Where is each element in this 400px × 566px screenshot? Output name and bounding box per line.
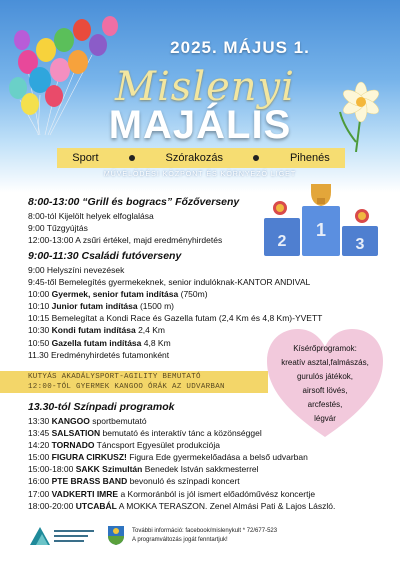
bullet-dot [129,155,135,161]
stage-programs-section [28,401,335,512]
schedule-line: 14:20 TORNADO Táncsport Egyesület produkciója [28,440,220,451]
side-program-item: kreatív asztal,falmászás, [281,358,369,367]
schedule-line: 10:10 Junior futam indítása (1500 m) [28,301,174,312]
agility-banner [0,371,268,393]
footer-contact: További információ: facebook/mislenykult * 72/677-523 [132,528,278,534]
footer-disclaimer: A programváltozás jogát fenntartjuk! [132,537,228,543]
tagline-rest: Pihenés [289,152,330,164]
svg-text:3: 3 [355,236,365,253]
schedule-line: 10:30 Kondi futam indítása 2,4 Km [28,325,165,336]
section-heading: 8:00-13:00 “Grill és bogracs” Főzőverseny [28,196,240,208]
side-programs-title: Kísérőprogramok: [293,344,357,353]
schedule-line: 18:00-20:00 UTCABÁL A MOKKA TERASZON. Zenel Almási Pati & Lajos László. [28,500,336,511]
footer-info [132,527,277,545]
schedule-line: 8:00-tól Kijelölt helyek elfoglalása [28,211,154,221]
section-heading: 9:00-11:30 Családi futóverseny [28,250,182,262]
side-program-item: légvár [314,414,336,423]
schedule-line: 9:00 Helyszíni nevezések [28,265,125,275]
section-heading: 13.30-tól Színpadi programok [28,401,175,413]
venue-line: MŰVELŐDÉSI KÖZPONT ÉS KÖRNYEZŐ LIGET [103,171,297,178]
banner-line: 12:00-TÓL GYERMEK KANGOO ÓRÁK AZ UDVARBAN [28,383,225,391]
schedule-line: 10:15 Bemelegítat a Kondi Race és Gazella futam (2,4 Km és 4,8 Km)-YVETT [28,313,323,324]
bullet-dot [253,155,259,161]
schedule-line: 10:00 Gyermek, senior futam indítása (750m) [28,289,208,300]
svg-text:2: 2 [277,233,287,250]
side-program-item: airsoft lövés, [302,386,348,395]
town-coat-of-arms-icon [106,524,126,546]
schedule-line: 16:00 PTE BRASS BAND bevonuló és színpadi koncert [28,476,240,487]
schedule-line: 9:00 Tűzgyújtás [28,223,88,234]
cultural-center-logo [28,525,96,547]
banner-line: KUTYÁS AKADÁLYSPORT-AGILITY BEMUTATÓ [28,373,201,381]
event-date: 2025. MÁJUS 1. [170,38,310,57]
schedule-line: 11.30 Eredményhirdetés futamonként [28,349,170,360]
tagline-bar [57,148,345,168]
schedule-line: 10:50 Gazella futam indítása 4,8 Km [28,337,171,348]
cooking-contest-section [28,196,239,246]
tagline-fun: Szórakozás [165,152,223,164]
side-program-item: arcfestés, [307,400,343,409]
title-script: Mislenyi [115,64,295,110]
title-main: MAJÁLIS [108,103,292,147]
svg-text:1: 1 [315,220,327,240]
schedule-line: 13:45 SALSATION bemutató és interaktív tánc a közönséggel [28,428,262,439]
trophy-podium-icon [262,178,382,260]
side-program-item: gurulós játékok, [296,372,354,381]
schedule-line: 15:00-18:00 SAKK Szimultán Benedek István sakkmesterrel [28,464,259,475]
schedule-line: 15:00 FIGURA CIRKUSZ! Figura Ede gyermekelőadása a belső udvarban [28,452,308,463]
schedule-line: 9:45-től Bemelegítés gyermekeknek, senior indulóknak-KANTOR ANDIVAL [28,277,311,288]
schedule-line: 13:30 KANGOO sportbemutató [28,416,147,426]
tagline-sport: Sport [72,152,99,164]
schedule-line: 17:00 VADKERTI IMRE a Kormoránból is jól ismert előadóművész koncertje [28,488,316,499]
schedule-line: 12:00-13:00 A zsűri értékel, majd eredményhirdetés [28,235,223,246]
